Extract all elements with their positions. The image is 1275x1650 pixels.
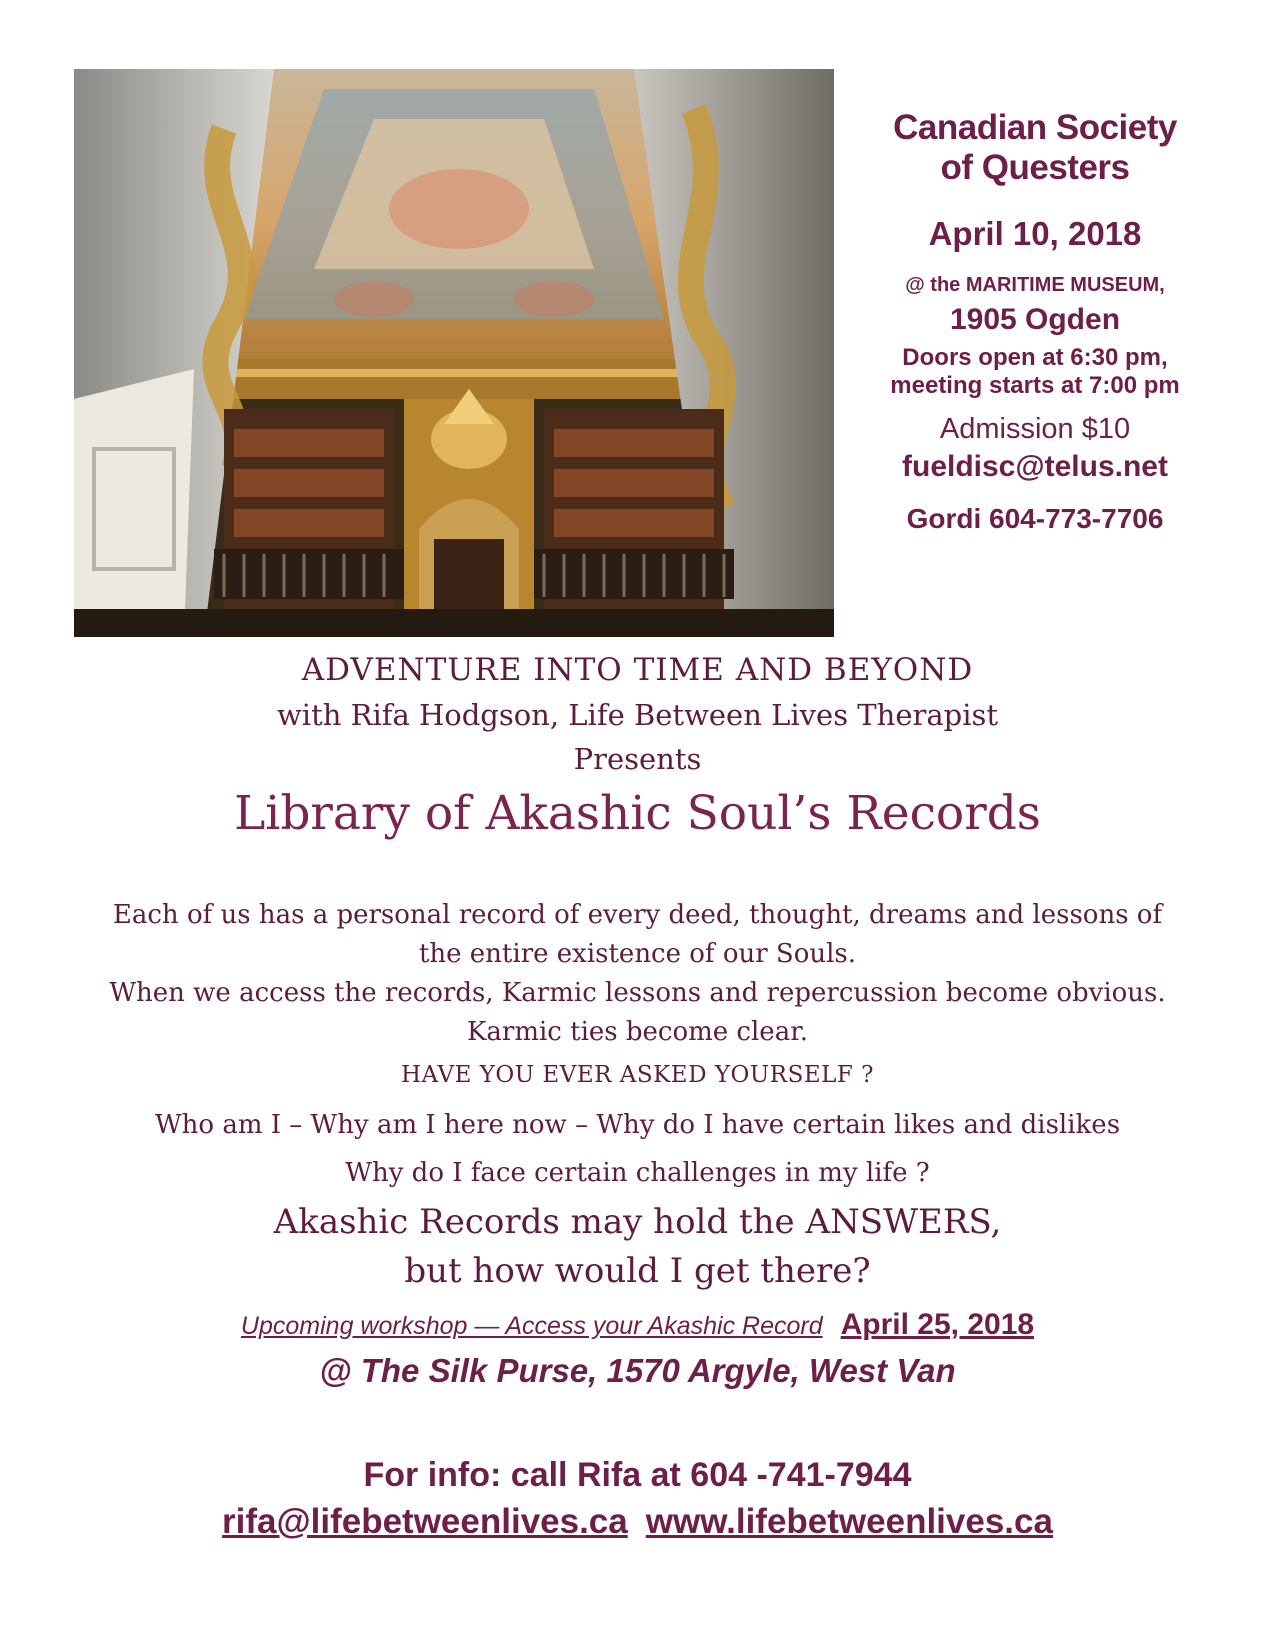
question-line2: Why do I face certain challenges in my life ? [345, 1158, 930, 1188]
description-paragraph [0, 896, 1275, 1052]
doors-open-time [860, 344, 1210, 399]
workshop-line [0, 1308, 1275, 1342]
workshop-link[interactable]: Upcoming workshop — Access your Akashic Record [240, 1312, 823, 1340]
organizer-phone: Gordi 604-773-7706 [906, 502, 1164, 534]
presents-label: Presents [573, 742, 702, 776]
admission-price: Admission $10 [939, 413, 1131, 446]
event-address: 1905 Ogden [949, 303, 1121, 337]
contact-email-link[interactable]: rifa@lifebetweenlives.ca [222, 1502, 628, 1541]
website-link[interactable]: www.lifebetweenlives.ca [645, 1502, 1053, 1541]
workshop-date[interactable]: April 25, 2018 [840, 1308, 1035, 1341]
doors-line2: meeting starts at 7:00 pm [890, 371, 1180, 399]
presenter-line: with Rifa Hodgson, Life Between Lives Therapist [276, 698, 999, 732]
workshop-location: @ The Silk Purse, 1570 Argyle, West Van [319, 1352, 956, 1389]
description-line3: When we access the records, Karmic lessons and repercussion become obvious. [109, 978, 1166, 1008]
doors-line1: Doors open at 6:30 pm, [902, 343, 1168, 371]
contact-links [0, 1502, 1275, 1542]
org-name-line1: Canadian Society [893, 108, 1177, 147]
event-venue: @ the MARITIME MUSEUM, [905, 274, 1165, 297]
description-line1: Each of us has a personal record of every deed, thought, dreams and lessons of [112, 900, 1163, 930]
questions-heading: HAVE YOU EVER ASKED YOURSELF ? [400, 1062, 875, 1088]
organizer-email[interactable]: fueldisc@telus.net [902, 450, 1168, 484]
answers-line2: but how would I get there? [404, 1251, 871, 1291]
library-ceiling-photo [74, 69, 834, 637]
answers-callout [0, 1198, 1275, 1296]
event-date: April 10, 2018 [928, 214, 1142, 252]
headline-adventure: ADVENTURE INTO TIME AND BEYOND [301, 652, 974, 688]
description-line2: the entire existence of our Souls. [418, 939, 857, 969]
talk-title: Library of Akashic Soul’s Records [234, 786, 1041, 841]
event-info-panel [860, 108, 1210, 535]
question-line1: Who am I – Why am I here now – Why do I have certain likes and dislikes [154, 1110, 1121, 1140]
contact-info: For info: call Rifa at 604 -741-7944 [363, 1456, 912, 1494]
answers-line1: Akashic Records may hold the ANSWERS, [273, 1202, 1002, 1242]
org-name-line2: of Questers [940, 148, 1130, 188]
description-line4: Karmic ties become clear. [466, 1017, 809, 1047]
